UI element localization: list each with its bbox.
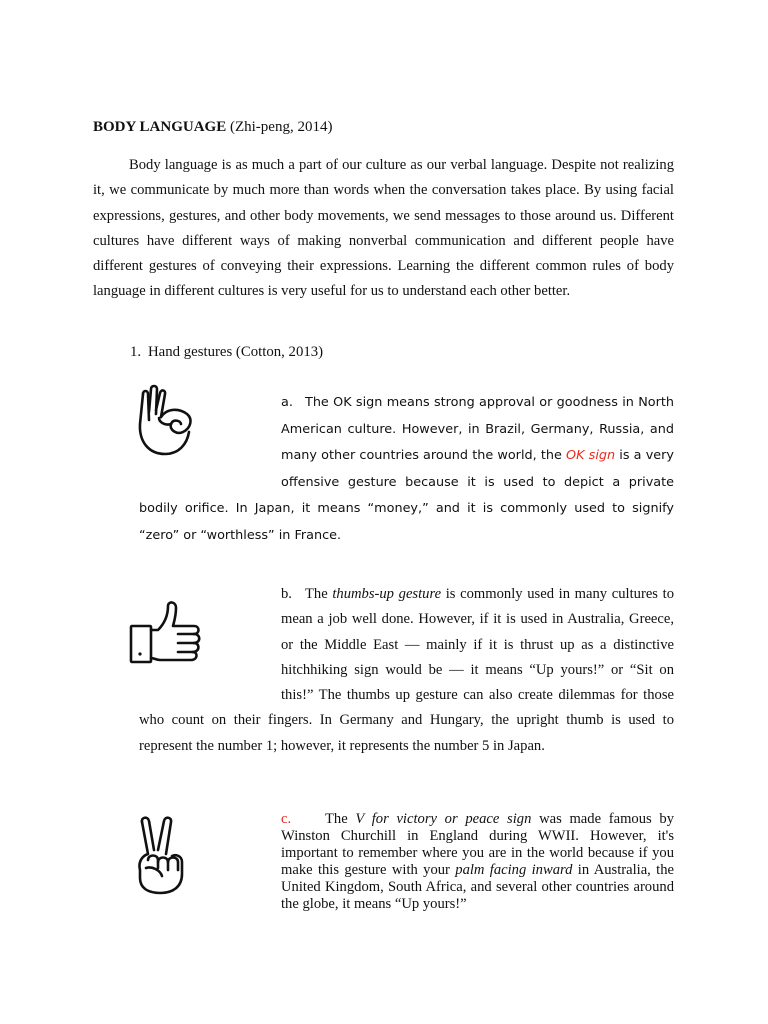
- title-citation: (Zhi-peng, 2014): [229, 119, 333, 135]
- item-b-paragraph: [139, 582, 674, 759]
- section-title: Hand gestures (Cotton, 2013): [148, 344, 324, 360]
- item-c-paragraph: [281, 811, 674, 913]
- item-b-emphasis: thumbs-up gesture: [332, 586, 442, 602]
- item-c-text-after: in Australia, the United Kingdom, South Africa, and several other countries around the globe, it means “Up yours!”: [281, 862, 675, 912]
- item-c-emphasis-2: palm facing inward: [455, 862, 573, 878]
- section-heading: [130, 342, 323, 362]
- item-a-paragraph: [139, 390, 674, 549]
- title-bold: BODY LANGUAGE: [93, 119, 227, 135]
- item-a-letter: a.: [281, 395, 293, 410]
- item-c-text-before: The: [325, 811, 356, 827]
- peace-sign-icon: [134, 816, 188, 896]
- section-number: 1.: [130, 344, 142, 360]
- item-b-text-before: The: [305, 586, 333, 602]
- intro-paragraph: Body language is as much a part of our culture as our verbal language. Despite not realizing it, we communicate by much more than words when the conversation takes place. By using facial expressions, gestures, and other body movements, we send messages to those around us. Different cultures have different ways of making nonverbal communication and different people have different gestures of conveying their expressions. Learning the different common rules of body language in different cultures is very useful for us to understand each other better.: [93, 157, 674, 300]
- item-c-text-mid: was made famous by Winston Churchill in England during WWII. However, it's important to remember where you are in the world because if you make this gesture with your: [281, 811, 674, 878]
- document-title: [93, 117, 332, 137]
- item-c-letter: c.: [281, 811, 292, 827]
- item-b-text-after: is commonly used in many cultures to mean a job well done. However, if it is used in Australia, Greece, or the Middle East — mainly if it is thrust up as a distinctive hitchhiking sign would be — it means “Up yours!” or “Sit on this!” The thumbs up gesture can also create dilemmas for those who count on their fingers. In Germany and Hungary, the upright thumb is used to represent the number 1; however, it represents the number 5 in Japan.: [139, 586, 674, 754]
- item-a-text-after: is a very offensive gesture because it is used to depict a private bodily orifice. In Japan, it means “money,” and it is commonly used to signify “zero” or “worthless” in France.: [139, 448, 674, 543]
- item-c-emphasis-1: V for victory or peace sign: [355, 811, 532, 827]
- item-a-text-before: The OK sign means strong approval or goodness in North American culture. However, in Brazil, Germany, Russia, and many other countries around the world, the: [281, 395, 674, 463]
- item-b-letter: b.: [281, 586, 292, 602]
- item-a-highlight: OK sign: [566, 448, 616, 463]
